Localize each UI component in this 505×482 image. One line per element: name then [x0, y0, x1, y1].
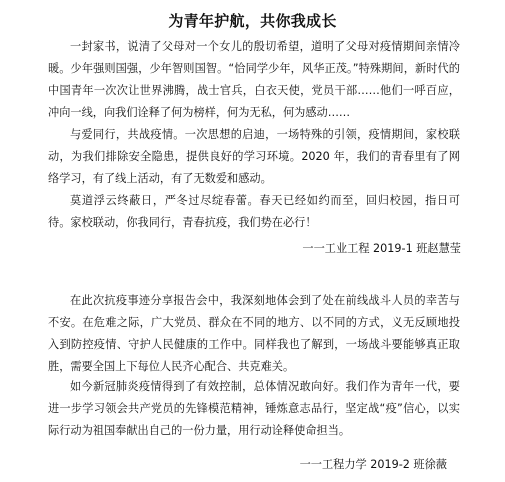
- signature-author-1: 一一工业工程 2019-1 班赵慧莹: [302, 242, 461, 255]
- paragraph-youth-mission: 如今新冠肺炎疫情得到了有效控制，总体情况敢向好。我们作为青年一代，要进一步学习领会共产党员的先锋模范精神，锤炼意志品行，坚定战“疫”信心，以实际行动为祖国奉献出自己的一份力量，用行动诠释使命担当。: [48, 380, 460, 437]
- paragraph-report-reflection: 在此次抗疫事迹分享报告会中，我深刻地体会到了处在前线战斗人员的幸苦与不安。在危难之际，广大党员、群众在不同的地方、以不同的方式，义无反顾地投入到防控疫情、守护人民健康的工作中。同样我也了解到，一场战斗要能够真正取胜，需要全国上下每位人民齐心配合、共克难关。: [48, 294, 460, 373]
- paragraph-together-fight: 与爱同行，共战疫情。一次思想的启迪，一场特殊的引领，疫情期间，家校联动，为我们排除安全隐患，提供良好的学习环境。2020 年，我们的青春里有了网络学习，有了线上活动，有了无数爱和感动。: [48, 128, 460, 185]
- paragraph-family-letter: 一封家书，说清了父母对一个女儿的殷切希望，道明了父母对疫情期间亲情冷暖。少年强则国强，少年智则国智。“恰同学少年，风华正茂。”特殊期间，新时代的中国青年一次次让世界沸腾，战士官兵，白衣天使，党员干部……他们一呼百应，冲向一线，向我们诠释了何为榜样，何为无私，何为感动……: [48, 40, 460, 119]
- signature-author-2: 一一工程力学 2019-2 班徐薇: [299, 458, 447, 471]
- document-title: 为青年护航，共你我成长: [168, 12, 337, 30]
- paragraph-spring-arrives: 莫道浮云终蔽日，严冬过尽绽春蕾。春天已经如约而至，回归校园，指日可待。家校联动，你我同行，青春抗疫，我们势在必行！: [48, 194, 460, 229]
